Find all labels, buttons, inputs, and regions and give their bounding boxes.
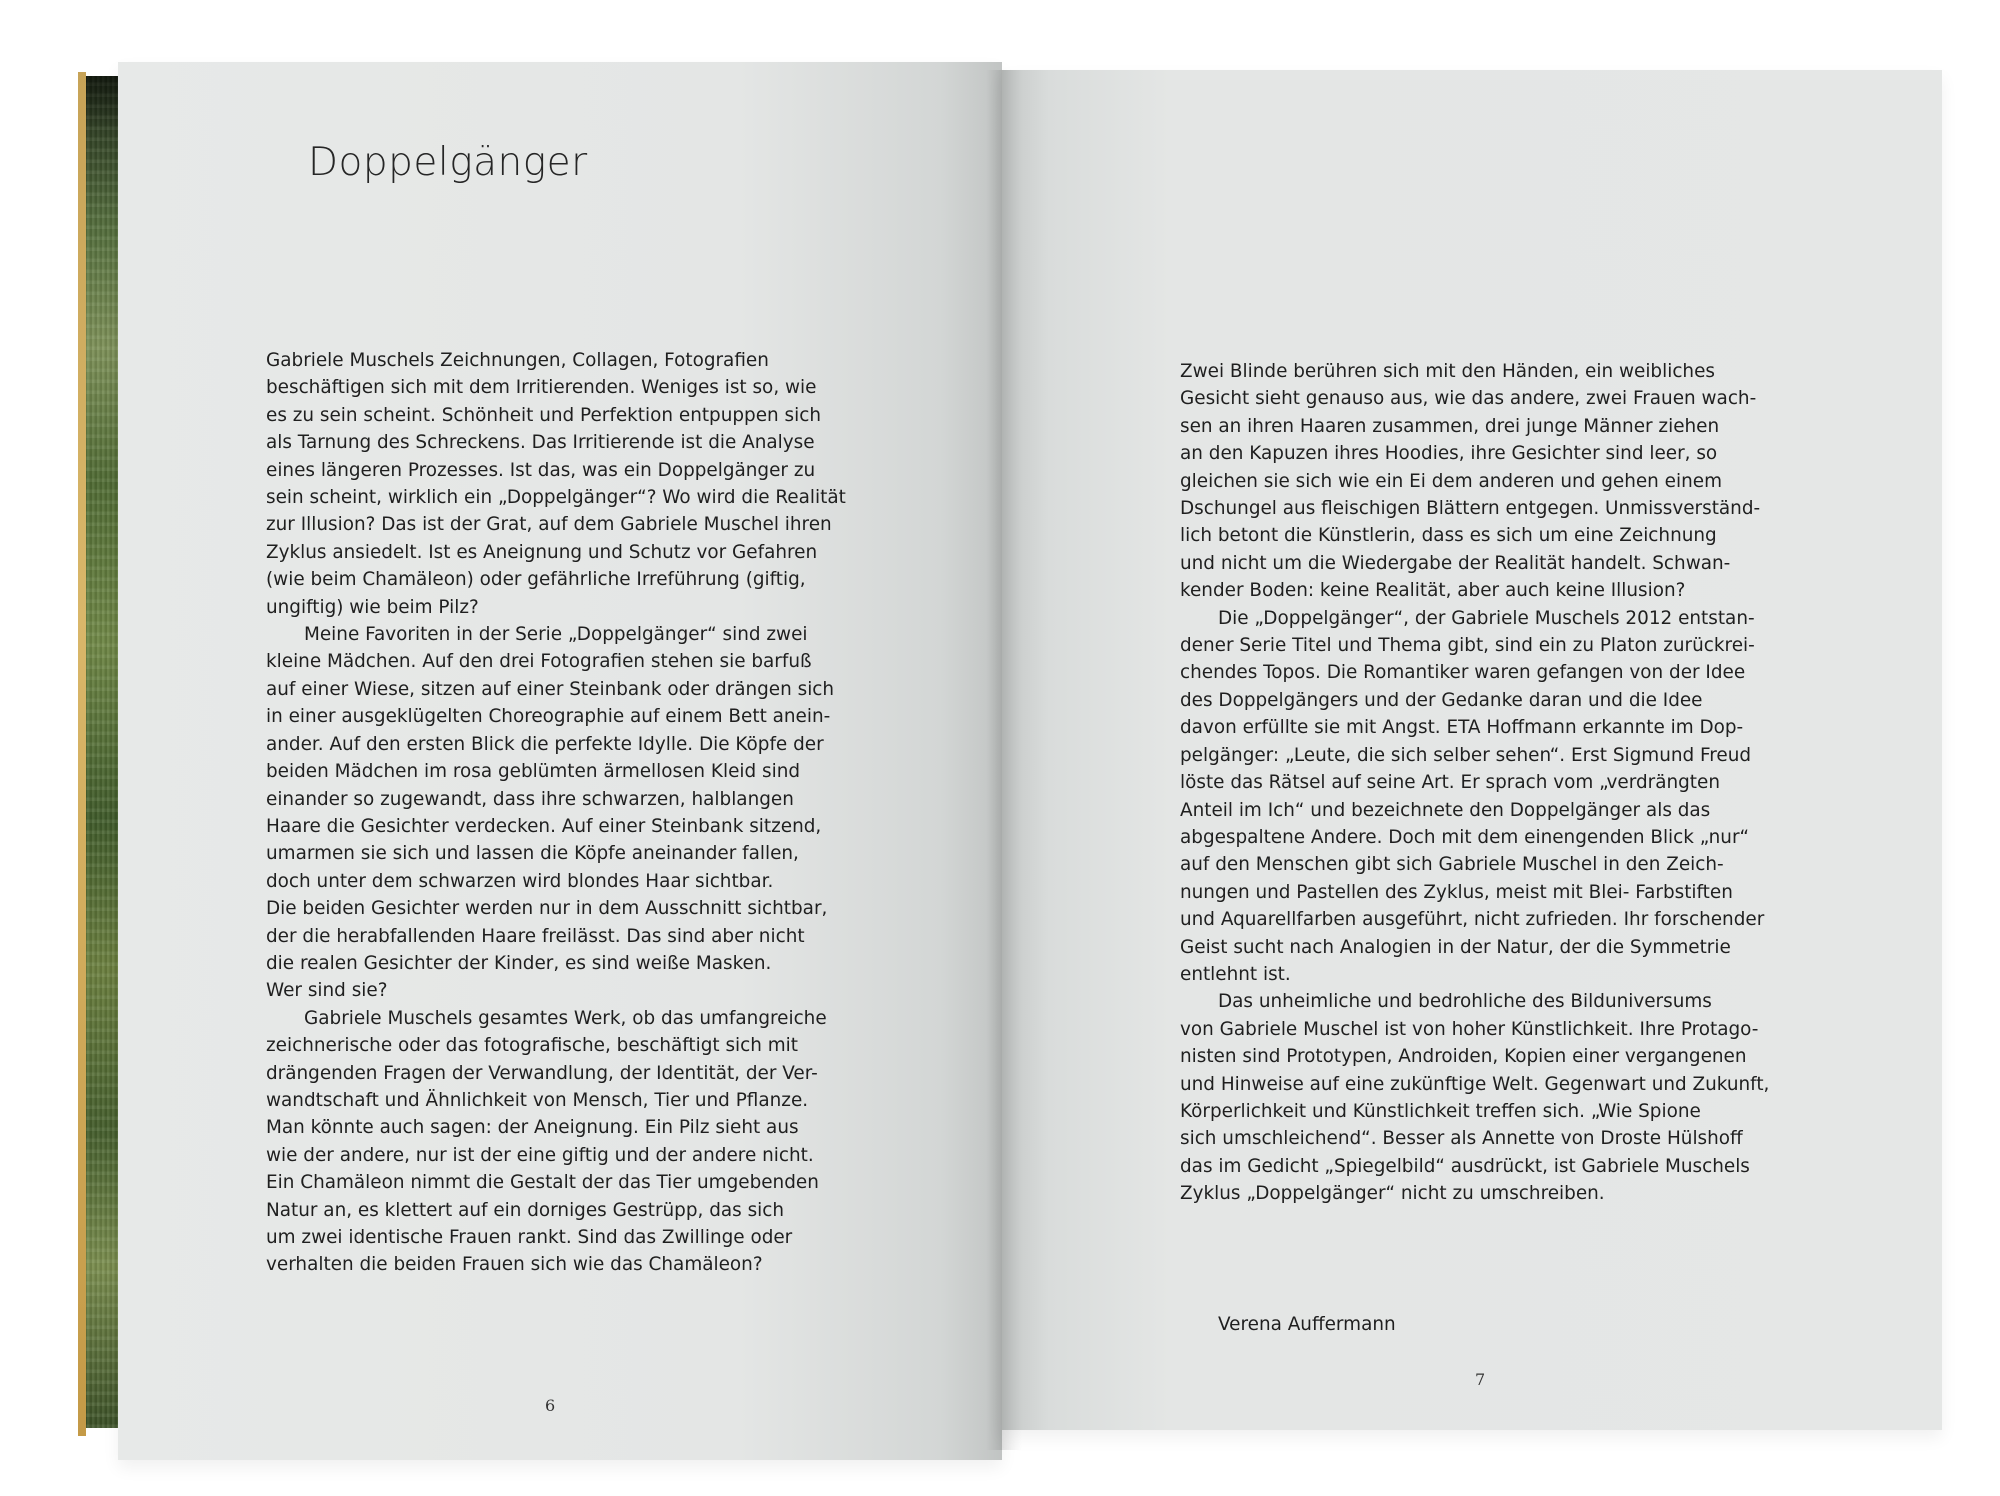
text-line: auf den Menschen gibt sich Gabriele Muschel in den Zeich-	[1180, 854, 1724, 876]
text-line: an den Kapuzen ihres Hoodies, ihre Gesichter sind leer, so	[1180, 443, 1718, 465]
text-line: beschäftigen sich mit dem Irritierenden. Weniges ist so, wie	[266, 377, 817, 399]
author-name: Verena Auffermann	[1218, 1314, 1396, 1335]
text-line: Gabriele Muschels gesamtes Werk, ob das umfangreiche	[304, 1007, 827, 1029]
text-line: zur Illusion? Das ist der Grat, auf dem Gabriele Muschel ihren	[266, 514, 832, 536]
text-line: Man könnte auch sagen: der Aneignung. Ein Pilz sieht aus	[266, 1117, 799, 1139]
text-line: nungen und Pastellen des Zyklus, meist mit Blei- Farbstiften	[1180, 881, 1733, 903]
text-line: sen an ihren Haaren zusammen, drei junge Männer ziehen	[1180, 415, 1720, 437]
text-line: kender Boden: keine Realität, aber auch keine Illusion?	[1180, 580, 1686, 602]
text-line: auf einer Wiese, sitzen auf einer Steinbank oder drängen sich	[266, 678, 835, 700]
page-number: 7	[1475, 1370, 1486, 1389]
text-line: Die „Doppelgänger“, der Gabriele Muschels 2012 entstan-	[1218, 607, 1755, 629]
right-page-body-text	[1180, 358, 1802, 1208]
text-line: Zwei Blinde berühren sich mit den Händen, ein weibliches	[1180, 361, 1715, 382]
text-line: Natur an, es klettert auf ein dorniges Gestrüpp, das sich	[266, 1199, 785, 1221]
text-line: Zyklus ansiedelt. Ist es Aneignung und Schutz vor Gefahren	[266, 541, 818, 563]
text-line: Ein Chamäleon nimmt die Gestalt der das Tier umgebenden	[266, 1172, 819, 1194]
text-line: von Gabriele Muschel ist von hoher Künstlichkeit. Ihre Protago-	[1180, 1018, 1759, 1040]
text-line: drängenden Fragen der Verwandlung, der Identität, der Ver-	[266, 1062, 818, 1084]
text-line: es zu sein scheint. Schönheit und Perfektion entpuppen sich	[266, 404, 822, 426]
text-line: Anteil im Ich“ und bezeichnete den Doppelgänger als das	[1180, 799, 1711, 821]
text-line: doch unter dem schwarzen wird blondes Haar sichtbar.	[266, 870, 774, 892]
text-line: Haare die Gesichter verdecken. Auf einer Steinbank sitzend,	[266, 815, 822, 837]
cover-photo-strip	[82, 76, 118, 1428]
text-line: entlehnt ist.	[1180, 963, 1291, 985]
text-line: (wie beim Chamäleon) oder gefährliche Irreführung (giftig,	[266, 569, 806, 591]
text-line: um zwei identische Frauen rankt. Sind das Zwillinge oder	[266, 1227, 793, 1248]
text-line: sich umschleichend“. Besser als Annette von Droste Hülshoff	[1180, 1128, 1743, 1150]
left-page-body-text	[266, 347, 888, 1279]
page-number: 6	[545, 1396, 556, 1415]
text-line: Das unheimliche und bedrohliche des Bilduniversums	[1218, 991, 1712, 1013]
text-line: die realen Gesichter der Kinder, es sind weiße Masken.	[266, 952, 772, 974]
right-page	[1002, 70, 1942, 1430]
text-line: umarmen sie sich und lassen die Köpfe aneinander fallen,	[266, 843, 799, 865]
text-line: lich betont die Künstlerin, dass es sich um eine Zeichnung	[1180, 525, 1717, 547]
text-line: Wer sind sie?	[266, 980, 388, 1002]
text-line: des Doppelgängers und der Gedanke daran und die Idee	[1180, 689, 1703, 711]
text-line: ander. Auf den ersten Blick die perfekte Idylle. Die Köpfe der	[266, 733, 824, 755]
text-line: einander so zugewandt, dass ihre schwarzen, halblangen	[266, 788, 794, 810]
cover-edge	[78, 72, 86, 1436]
text-line: und nicht um die Wiedergabe der Realität handelt. Schwan-	[1180, 552, 1731, 574]
text-line: und Aquarellfarben ausgeführt, nicht zufrieden. Ihr forschender	[1180, 909, 1765, 931]
text-line: pelgänger: „Leute, die sich selber sehen“. Erst Sigmund Freud	[1180, 744, 1752, 766]
text-line: abgespaltene Andere. Doch mit dem einengenden Blick „nur“	[1180, 826, 1750, 848]
text-line: löste das Rätsel auf seine Art. Er sprach vom „verdrängten	[1180, 772, 1720, 794]
text-line: nisten sind Prototypen, Androiden, Kopien einer vergangenen	[1180, 1046, 1747, 1068]
text-line: und Hinweise auf eine zukünftige Welt. Gegenwart und Zukunft,	[1180, 1073, 1770, 1095]
text-line: als Tarnung des Schreckens. Das Irritierende ist die Analyse	[266, 432, 815, 454]
text-line: Gesicht sieht genauso aus, wie das andere, zwei Frauen wach-	[1180, 388, 1757, 410]
text-line: Dschungel aus fleischigen Blättern entgegen. Unmissverständ-	[1180, 498, 1761, 520]
text-line: Körperlichkeit und Künstlichkeit treffen sich. „Wie Spione	[1180, 1100, 1701, 1122]
text-line: der die herabfallenden Haare freilässt. Das sind aber nicht	[266, 925, 805, 947]
left-page	[118, 62, 1002, 1460]
text-line: das im Gedicht „Spiegelbild“ ausdrückt, ist Gabriele Muschels	[1180, 1155, 1750, 1177]
page-title: Doppelgänger	[308, 140, 588, 185]
text-line: Die beiden Gesichter werden nur in dem Ausschnitt sichtbar,	[266, 898, 828, 920]
text-line: Zyklus „Doppelgänger“ nicht zu umschreiben.	[1180, 1183, 1605, 1205]
text-line: Geist sucht nach Analogien in der Natur, der die Symmetrie	[1180, 936, 1731, 958]
text-line: gleichen sie sich wie ein Ei dem anderen und gehen einem	[1180, 470, 1722, 492]
text-line: chendes Topos. Die Romantiker waren gefangen von der Idee	[1180, 662, 1746, 684]
text-line: dener Serie Titel und Thema gibt, sind ein zu Platon zurückrei-	[1180, 635, 1755, 657]
text-line: Meine Favoriten in der Serie „Doppelgänger“ sind zwei	[304, 624, 808, 646]
text-line: Gabriele Muschels Zeichnungen, Collagen, Fotografien	[266, 350, 769, 371]
text-line: davon erfüllte sie mit Angst. ETA Hoffmann erkannte im Dop-	[1180, 717, 1744, 739]
text-line: verhalten die beiden Frauen sich wie das Chamäleon?	[266, 1254, 763, 1276]
text-line: zeichnerische oder das fotografische, beschäftigt sich mit	[266, 1035, 798, 1057]
text-line: eines längeren Prozesses. Ist das, was ein Doppelgänger zu	[266, 459, 816, 481]
text-line: kleine Mädchen. Auf den drei Fotografien stehen sie barfuß	[266, 651, 812, 673]
text-line: sein scheint, wirklich ein „Doppelgänger“? Wo wird die Realität	[266, 487, 846, 509]
gutter-shadow	[986, 70, 1022, 1450]
text-line: wandtschaft und Ähnlichkeit von Mensch, Tier und Pflanze.	[266, 1089, 809, 1111]
text-line: beiden Mädchen im rosa geblümten ärmellosen Kleid sind	[266, 761, 801, 783]
text-line: wie der andere, nur ist der eine giftig und der andere nicht.	[266, 1144, 814, 1166]
text-line: ungiftig) wie beim Pilz?	[266, 596, 479, 618]
text-line: in einer ausgeklügelten Choreographie auf einem Bett anein-	[266, 706, 831, 728]
